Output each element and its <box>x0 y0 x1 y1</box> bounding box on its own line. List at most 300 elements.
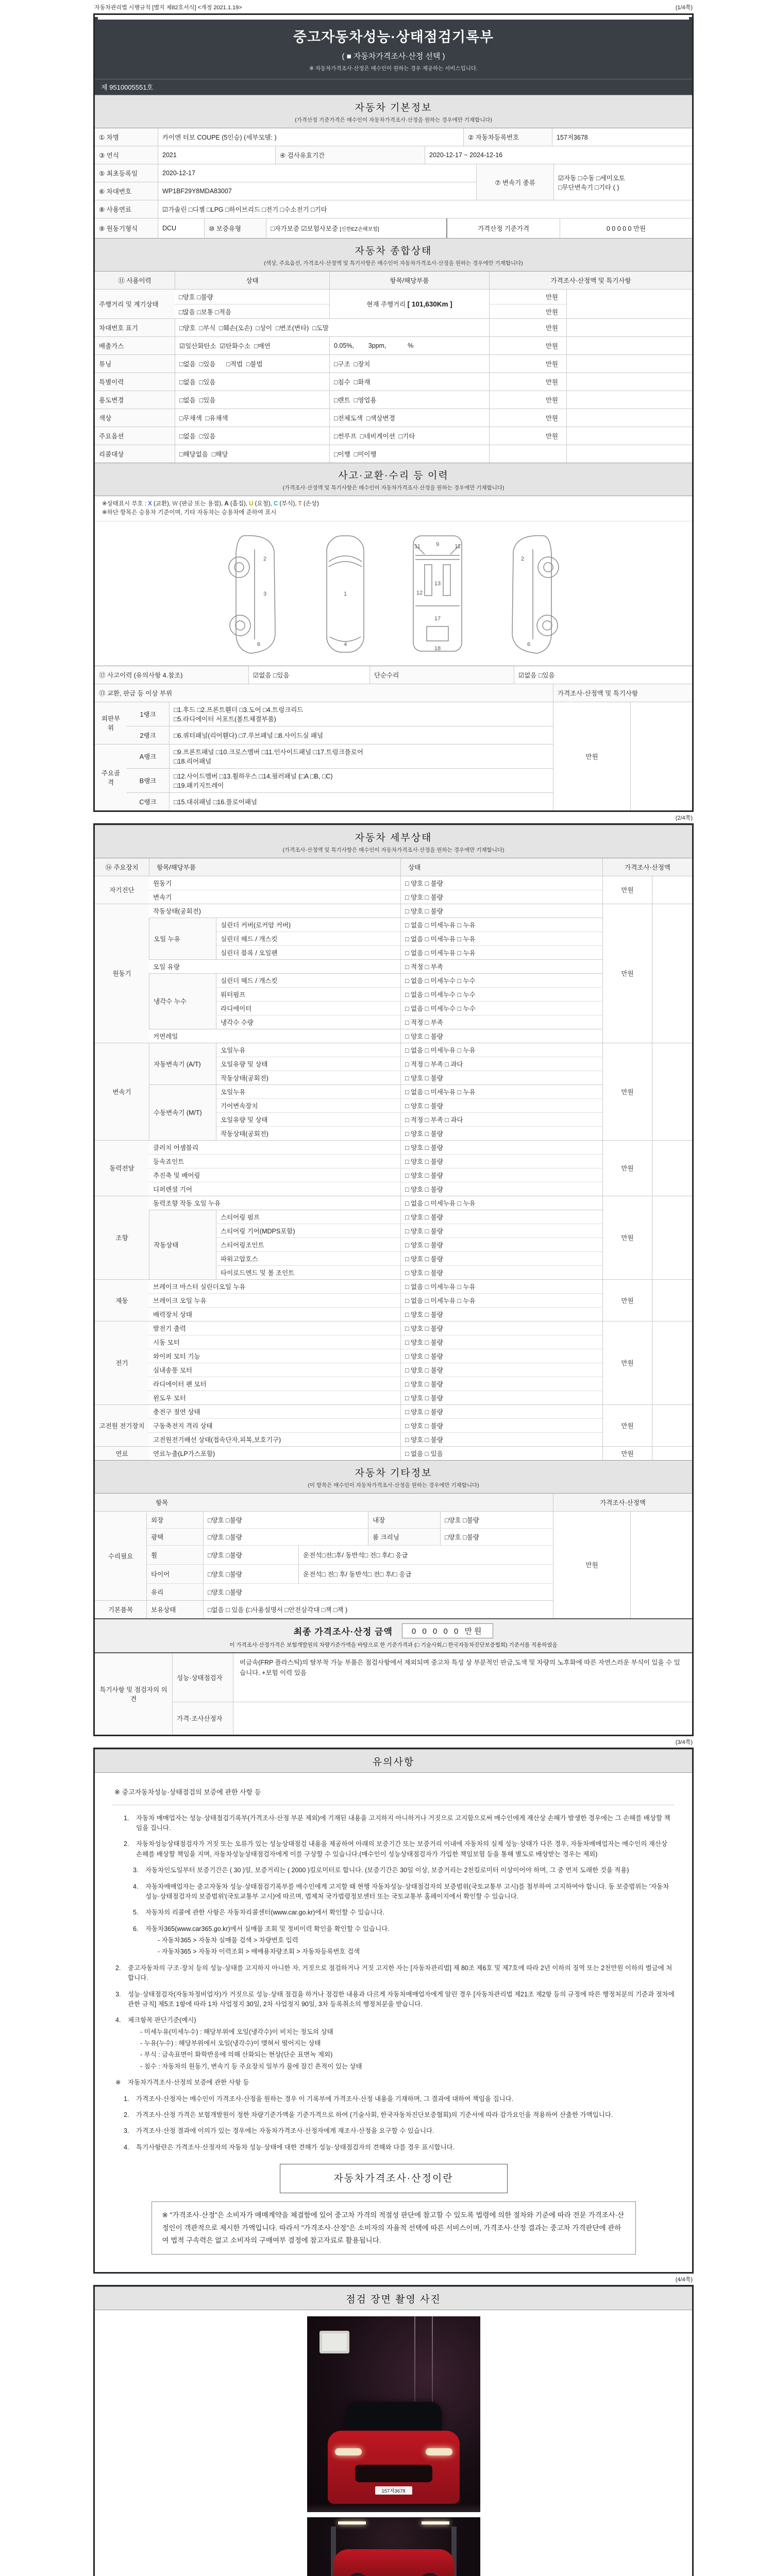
car-front-body <box>328 2431 460 2504</box>
table-cell: 수리필요 <box>95 1512 146 1600</box>
table-cell: 항목/해당부품 <box>329 272 489 289</box>
div: □6.쿼터패널(리어휀다) □7.루브패널 □8.사이드실 패널 <box>174 732 324 739</box>
notice-text: 자동차가격조사·산정의 보증에 관한 사항 등 <box>128 2079 249 2087</box>
item-label: 스티어링 펌프 <box>216 1210 400 1224</box>
checkbox-options: □ 없음 □ 미세누수 □ 누수 <box>400 1002 602 1015</box>
table-cell: 타이어 <box>146 1565 203 1583</box>
checkbox-options: □ 양호 □ 불량 <box>400 1252 602 1265</box>
legend-part: (교환), <box>152 501 173 507</box>
circle <box>538 557 559 578</box>
table-cell <box>652 1321 692 1404</box>
table-cell: □양호 □불량 <box>203 1512 368 1528</box>
diagram-side-right <box>502 529 564 657</box>
table-cell: 2021 <box>158 146 275 164</box>
table-cell <box>566 391 692 409</box>
special-notes-table <box>95 1652 692 1735</box>
checkbox-options: □ 적정 □ 부족 □ 과다 <box>400 1113 602 1126</box>
col <box>216 1210 602 1279</box>
detail-row <box>149 1377 602 1391</box>
rect <box>427 626 448 641</box>
mileage-state-2: □많음 □보통 □적음 <box>175 304 329 318</box>
document-sheet <box>93 0 694 2576</box>
r <box>95 427 692 445</box>
checkbox-options: □ 양호 □ 불량 <box>400 1029 602 1043</box>
checkbox-options: □ 양호 □ 불량 <box>400 1349 602 1363</box>
detail-row <box>149 890 602 904</box>
table-cell: □양호 □불량 <box>203 1584 553 1600</box>
sub-group <box>149 959 602 973</box>
device-rows <box>149 1196 602 1279</box>
garage-floor <box>307 2504 480 2512</box>
table-cell: 항목/해당부품 <box>149 858 400 876</box>
sub-group <box>149 1321 602 1404</box>
checkbox-options: □ 양호 □ 불량 <box>400 1210 602 1224</box>
panel-number: 17 <box>434 615 441 622</box>
r <box>95 164 692 200</box>
notices-box <box>93 1748 694 2274</box>
table-cell: ② 자동차등록번호 <box>463 128 552 146</box>
table-cell: 외판부위 <box>95 702 127 744</box>
detail-row <box>149 1196 602 1210</box>
col <box>149 960 602 973</box>
item-label: 작동상태(공회전) <box>216 1127 400 1140</box>
page-mark-1: (1/4쪽) <box>675 5 693 11</box>
mileage-states <box>175 290 329 318</box>
notice-subline: - 자동차365 > 자동차 이력조회 > 매매용차량조회 > 자동차등록번호 검색 <box>158 1948 360 1956</box>
path <box>329 562 362 567</box>
checkbox-options: □ 양호 □ 불량 <box>400 1182 602 1196</box>
table-cell: 배출가스 <box>95 337 175 354</box>
table-cell: 특별이력 <box>95 373 175 391</box>
notice-item <box>124 1839 675 1859</box>
table-cell: A랭크 <box>127 744 169 768</box>
left-stack <box>95 164 476 200</box>
table-cell: 단순수리 <box>369 666 514 684</box>
checkbox-options: □ 없음 □ 미세누유 □ 누유 <box>400 1280 602 1293</box>
misc-subtitle: (이 항목은 매수인이 자동차가격조사·산정을 원하는 경우에만 기재합니다) <box>308 1482 479 1488</box>
diagram-top <box>404 529 471 657</box>
checkbox-options: □ 적정 □ 부족 <box>400 960 602 973</box>
checkbox-options: □ 양호 □ 불량 <box>400 904 602 918</box>
notice-text: 자동차의 리콜에 관한 사항은 자동차리콜센터(www.car.go.kr)에서 확인할 수 있습니다. <box>145 1909 385 1917</box>
table-cell: □양호 □불량 <box>203 1565 298 1583</box>
table-cell: 운전석□ 전□ 후/ 동반석□ 전□ 후/□ 응급 <box>298 1565 553 1583</box>
notice-subline: - 누유(누수) : 해당부위에서 오일(냉각수)이 맺혀서 떨어지는 상태 <box>140 2040 321 2047</box>
notice-item <box>124 2143 675 2153</box>
table-cell: B랭크 <box>127 769 169 792</box>
div: □9.프론트패널 □10.크로스멤버 □11.인사이드패널 □17.트렁크플로어 □18.리어패널 <box>174 748 363 765</box>
table-cell <box>566 319 692 336</box>
price-cell: 만원 <box>489 290 566 304</box>
r <box>95 200 692 218</box>
sub-label: 오일 누유 <box>149 918 216 959</box>
r <box>95 1404 692 1446</box>
col <box>149 1029 602 1043</box>
sub-label: 수동변속기 (M/T) <box>149 1085 216 1140</box>
panel-number: 12 <box>416 589 423 596</box>
document-number: 제 9510005551호 <box>95 79 692 95</box>
r <box>95 289 692 318</box>
table-cell <box>652 876 692 904</box>
table-cell: □이행 □미이행 <box>329 445 489 463</box>
ceiling-ac-unit <box>320 2331 349 2353</box>
detail-row <box>216 1085 602 1098</box>
detail-row <box>149 1154 602 1168</box>
notice-text: 가격조사·산정자는 매수인이 가격조사·산정을 원하는 경우 이 기록부에 가격조사·산정 내용을 기재하며, 그 결과에 대하여 책임을 집니다. <box>136 2095 514 2103</box>
table-cell: ☑가솔린 □디젤 □LPG □하이브리드 □전기 □수소전기 □기타 <box>158 200 692 218</box>
final-price-amount: 0 0 0 0 0 만원 <box>402 1623 494 1638</box>
table-cell: ☑없음 □있음 <box>514 666 692 684</box>
notice-item <box>115 2015 675 2072</box>
item-label: 워터펌프 <box>216 988 400 1001</box>
rank-items <box>169 702 553 726</box>
page-mark-2: (2/4쪽) <box>675 815 693 821</box>
photos-title: 점검 장면 촬영 사진 <box>346 2294 441 2306</box>
item-label: 냉각수 수량 <box>216 1015 400 1029</box>
r <box>95 876 692 904</box>
device-category: 자기진단 <box>95 876 149 904</box>
item-label: 기어변속장치 <box>216 1099 400 1112</box>
detail-row <box>216 1210 602 1224</box>
checkbox-options: □ 양호 □ 불량 <box>400 1071 602 1084</box>
warranty-value: □자가보증 ☑보험사보증 [신한EZ손해보험] <box>266 218 446 238</box>
trans-label: ⑦ 변속기 종류 <box>476 164 553 200</box>
ceiling-light <box>338 2521 366 2524</box>
checkbox-options: □ 양호 □ 불량 <box>400 1127 602 1140</box>
detail-row <box>149 1418 602 1432</box>
r <box>95 272 692 289</box>
misc-band <box>95 1460 692 1494</box>
detail-row <box>216 1265 602 1279</box>
table-cell: 만원 <box>489 355 566 372</box>
r <box>95 372 692 391</box>
table-cell: □없음 □있음 <box>175 391 329 409</box>
r <box>95 858 692 876</box>
photo-area <box>95 2310 692 2576</box>
col <box>149 1321 602 1404</box>
table-cell: ⑨ 원동기형식 <box>95 218 158 238</box>
table-cell: 1랭크 <box>127 702 169 726</box>
table-cell: WP1BF29Y8MDA83007 <box>158 182 476 200</box>
legend-part: W <box>172 501 178 507</box>
table-cell: C랭크 <box>127 793 169 810</box>
item-label: 스티어링 기어(MDPS포함) <box>216 1224 400 1238</box>
panel-number: 9 <box>435 541 439 548</box>
sub-group <box>149 973 602 1029</box>
rank-items <box>169 726 553 744</box>
r <box>95 336 692 354</box>
detail-band <box>95 825 692 858</box>
detail-row <box>216 987 602 1001</box>
overall-band <box>95 238 692 272</box>
item-label: 고전원전기배선 상태(접속단자,피복,보호기구) <box>153 1436 281 1444</box>
table-cell: 가격·조사산정자 <box>172 1702 233 1734</box>
div: □1.후드 □2.프론트휀더 □3.도어 □4.트렁크리드 □5.라디에이터 서포트(볼트체결부품) <box>174 706 304 723</box>
legend-part: C <box>273 501 278 507</box>
legend-part: X <box>148 501 152 507</box>
device-category: 고전원 전기장치 <box>95 1405 149 1446</box>
accident-title: 사고·교환·수리 등 이력 <box>338 470 449 481</box>
item-label: 작동상태(공회전) <box>153 907 201 915</box>
table-cell: 외장 <box>146 1512 203 1528</box>
misc-info-table <box>95 1494 692 1618</box>
table-cell: 만원 <box>602 1196 652 1279</box>
table-cell: □구조 □장치 <box>329 355 489 372</box>
notice-number: 5. <box>133 1909 139 1917</box>
detail-row <box>149 1349 602 1363</box>
detail-subtitle: (가격조사·산정액 및 특기사항은 매수인이 자동차가격조사·산정을 원하는 경우에만 기재합니다) <box>282 846 505 853</box>
final-line <box>95 1623 692 1638</box>
ceiling-light <box>422 2521 449 2524</box>
table-cell: □무채색 □유채색 <box>175 409 329 427</box>
checkbox-options: □ 양호 □ 불량 <box>400 1308 602 1321</box>
checkbox-options: □ 양호 □ 불량 <box>400 1238 602 1251</box>
table-cell: 광택 <box>146 1529 203 1545</box>
inspector-note-row <box>172 1653 692 1702</box>
col <box>149 1280 602 1321</box>
table-cell: 룸 크리닝 <box>368 1529 440 1545</box>
col <box>146 1512 553 1600</box>
notice-subline: - 미세누유(미세누수) : 해당부위에 오일(냉각수)이 비치는 정도의 상태 <box>140 2028 333 2036</box>
item-label: 실내송풍 모터 <box>153 1366 192 1374</box>
price-select-note: ※ 자동차가격조사·산정은 매수인이 원하는 경우 제공하는 서비스입니다. <box>309 65 478 72</box>
r <box>95 702 692 810</box>
item-label: 실린더 커버(로커암 커버) <box>216 918 400 931</box>
table-cell: 가격조사·산정액 <box>602 858 692 876</box>
table-cell: ⑭ 주요장치 <box>95 858 149 876</box>
table-cell: 주요골격 <box>95 744 127 810</box>
overall-title: 자동차 종합상태 <box>355 246 432 257</box>
detail-row <box>216 1015 602 1029</box>
mileage-prices <box>489 290 566 318</box>
detail-row <box>149 876 602 890</box>
table-cell: 기본품목 <box>95 1601 146 1618</box>
item-label: 오일누유 <box>216 1043 400 1057</box>
table-cell: ③ 연식 <box>95 146 158 164</box>
item-label: 라디에이터 팬 모터 <box>153 1380 207 1388</box>
detail-row <box>149 1321 602 1335</box>
notice-item <box>115 2078 675 2088</box>
valuation-box-title: 자동차가격조사·산정이란 <box>280 2164 508 2193</box>
notice-number: 4. <box>124 2143 129 2151</box>
final-price-row <box>95 1618 692 1652</box>
detail-row <box>149 1363 602 1377</box>
basic-items-group <box>95 1600 553 1618</box>
detail-row <box>149 1432 602 1446</box>
notice-subline: - 자동차365 > 자동차 실매물 검색 > 차량번호 입력 <box>158 1937 298 1944</box>
mileage-value: [ 101,630Km ] <box>407 300 452 308</box>
detail-row <box>216 1251 602 1265</box>
table-cell: □없음 □있음 <box>175 373 329 391</box>
item-label: 윈도우 모터 <box>153 1394 186 1402</box>
detail-row <box>149 1405 602 1418</box>
table-cell: 주행거리 및 계기상태 <box>95 290 175 318</box>
table-cell: ⑬ 교환, 판금 등 이상 부위 <box>95 684 553 702</box>
col <box>149 1141 602 1196</box>
detail-row <box>216 931 602 945</box>
table-cell <box>566 409 692 427</box>
notice-item <box>124 1814 675 1834</box>
panel-number: 6 <box>527 641 530 648</box>
table-cell: 157저3678 <box>552 128 692 146</box>
table-cell: 만원 <box>602 904 652 1043</box>
r <box>95 1196 692 1279</box>
notice-text: 중고자동차의 구조·장치 등의 성능·상태를 고지하지 아니한 자, 거짓으로 점검하거나 거짓 고지한 자는 [자동차관리법] 제 80조 제6호 및 제7호에 따라 2년 이하의 징역 또는 2천만원 이하의 벌금에 처합니다. <box>128 1964 673 1982</box>
panel-number: 6 <box>257 641 260 648</box>
rank-items <box>169 769 553 792</box>
checkbox-options: □ 양호 □ 불량 <box>400 1433 602 1446</box>
table-cell: 튜닝 <box>95 355 175 372</box>
table-cell: 만원 <box>553 1512 630 1618</box>
notice-text: 특기사항란은 가격조사·산정자의 자동차 성능·상태에 대한 견해가 성능·상태점검자의 견해와 다를 경우 표시합니다. <box>136 2143 455 2151</box>
table-cell: □해당없음 □해당 <box>175 445 329 463</box>
final-price-label: 최종 가격조사·산정 금액 <box>293 1626 393 1637</box>
page2-box <box>93 823 694 1736</box>
path <box>329 556 362 562</box>
table-cell: 0 0 0 0 0 만원 <box>560 218 692 238</box>
sub-group <box>149 904 602 918</box>
sub-group <box>149 1043 602 1084</box>
table-cell: ⑥ 차대번호 <box>95 182 158 200</box>
table-cell <box>566 373 692 391</box>
item-label: 스티어링조인트 <box>216 1238 400 1251</box>
table-cell: 성능·상태점검자 <box>172 1653 233 1702</box>
document-title: 중고자동차성능·상태점검기록부 <box>293 29 494 45</box>
r <box>95 182 476 200</box>
notices-band <box>95 1749 692 1773</box>
valuation-box-text: ※ "가격조사·산정"은 소비자가 매매계약을 체결함에 있어 중고차 가격의 적절성 판단에 참고할 수 있도록 법령에 의한 절차와 기준에 따라 전문 가격조사·산정인이 객관적으로 제시한 가액입니다. 따라서 "가격조사·산정"은 소비자의 자율적 선택에 따른 서비스이며, 가격조사·산정 결과는 중고차 가격판단에 관하여 법적 구속력은 없고 소비자의 구매여부 결정에 참고자료로 활용됩니다. <box>152 2201 636 2255</box>
sub-label: 작동상태 <box>149 1210 216 1279</box>
rect <box>443 565 450 596</box>
r <box>127 768 553 792</box>
checkbox-options: □ 양호 □ 불량 <box>400 1321 602 1335</box>
notice-subline: - 침수 : 자동차의 원동기, 변속기 등 주요장치 일부가 물에 잠긴 흔적이 있는 상태 <box>140 2062 362 2070</box>
detail-row <box>216 1043 602 1057</box>
rank-items <box>169 793 553 810</box>
item-label: 파워고압호스 <box>216 1252 400 1265</box>
table-cell: 상태 <box>400 858 602 876</box>
checkbox-options: □ 없음 □ 미세누유 □ 누유 <box>400 946 602 959</box>
device-rows <box>149 1141 602 1196</box>
r <box>95 1494 692 1511</box>
detail-row <box>149 1391 602 1404</box>
device-category: 전기 <box>95 1321 149 1404</box>
r <box>95 1652 692 1735</box>
table-cell <box>652 1196 692 1279</box>
notices-intro: ※ 중고자동차성능·상태점검의 보증에 관한 사항 등 <box>112 1783 675 1805</box>
detail-row <box>149 1280 602 1293</box>
table-cell: 2020-12-17 <box>158 164 476 182</box>
col <box>216 1085 602 1140</box>
table-cell: 운전석□전□후/ 동반석□ 전□ 후/□ 응급 <box>298 1546 553 1564</box>
item-label: 구동축전지 격리 상태 <box>153 1422 213 1430</box>
table-cell: □양호 □불량 <box>203 1529 368 1545</box>
checkbox-options: □ 양호 □ 불량 <box>400 1266 602 1279</box>
device-rows <box>149 1321 602 1404</box>
notice-item <box>133 1924 675 1957</box>
accident-subtitle: (가격조사·산정액 및 특기사항은 매수인이 자동차가격조사·산정을 원하는 경우에만 기재합니다) <box>282 485 505 491</box>
table-cell <box>566 427 692 445</box>
item-label: 라디에이터 <box>216 1002 400 1015</box>
table-cell: 주요옵션 <box>95 427 175 445</box>
table-cell: □렌트 □영업용 <box>329 391 489 409</box>
checkbox-options: □ 없음 □ 미세누유 □ 누유 <box>400 918 602 931</box>
legend-part: U <box>249 501 254 507</box>
title-divider <box>98 17 689 20</box>
table-cell: 색상 <box>95 409 175 427</box>
detail-row <box>149 1447 602 1460</box>
device-category: 동력전달 <box>95 1141 149 1196</box>
sub-group <box>149 1141 602 1196</box>
checkbox-options: □ 없음 □ 미세누유 □ 누유 <box>400 1085 602 1098</box>
r <box>95 409 692 427</box>
notice-item <box>115 1963 675 1984</box>
detail-title: 자동차 세부상태 <box>355 832 432 843</box>
r <box>95 1321 692 1404</box>
table-cell <box>652 1447 692 1460</box>
notice-text: 체크항목 판단기준(예시) - 미세누유(미세누수) : 해당부위에 오일(냉각수)이 비치는 정도의 상태 - 누유(누수) : 해당부위에서 오일(냉각수)이 맺혀서 떨어지는 상태 - 부식 : 금속표면이 화학반응에 의해 산화되는 현상(단순 표면녹 제외) - 침수 : 자동차의 원동기, 변속기 등 주요장치 일부가 물에 잠긴 흔적이 있는 상태 <box>128 2015 675 2072</box>
checkbox-options: □ 양호 □ 불량 <box>400 890 602 904</box>
table-cell: 내장 <box>368 1512 440 1528</box>
detail-row <box>216 1112 602 1126</box>
notice-text: 성능·상태점검자(자동차정비업자)가 거짓으로 성능·상태 점검을 하거나 점검한 내용과 다르게 자동차매매업자에게 알린 경우 [자동차관리법 제21조 제2항 등의 규정에 따른 행정처분의 기준과 절차에 관한 규칙] 제5조 1항에 따라 1차 사업정지 30일, 2차 사업정지 90일, 3차 등록취소의 행정처분을 받습니다. <box>128 1990 675 2008</box>
device-rows <box>149 1405 602 1446</box>
table-cell: ☑일산화탄소 ☑탄화수소 □매연 <box>175 337 329 354</box>
price-cell: 만원 <box>489 304 566 318</box>
col <box>127 702 553 744</box>
col <box>216 974 602 1029</box>
item-label: 클러치 어셈블리 <box>153 1144 198 1151</box>
table-cell: 항목 <box>95 1494 553 1511</box>
div: □15.대쉬패널 □16.플로어패널 <box>174 798 258 806</box>
sub-group <box>149 1280 602 1321</box>
r <box>127 744 553 768</box>
checkbox-options: □ 양호 □ 불량 <box>400 1141 602 1154</box>
diagram-side-left <box>224 529 285 657</box>
table-cell: DCU <box>158 218 204 238</box>
car-windshield <box>346 2402 442 2434</box>
item-label: 배력장치 상태 <box>153 1311 192 1318</box>
device-rows <box>149 1280 602 1321</box>
item-label: 브레이크 마스터 실린더오일 누유 <box>153 1283 246 1291</box>
checkbox-options: □ 양호 □ 불량 <box>400 1391 602 1404</box>
r <box>95 146 692 164</box>
item-label: 실린더 헤드 / 개스킷 <box>216 974 400 987</box>
item-label: 동력조향 작동 오일 누유 <box>153 1199 221 1207</box>
device-category: 제동 <box>95 1280 149 1321</box>
final-price-note: 이 가격조사·산정가격은 보험개발원의 차량기준가액을 바탕으로 한 기준가격과 (□ 기술사회,□ 한국자동차진단보증협회) 기준서를 적용하였음 <box>229 1641 558 1648</box>
col <box>149 1447 602 1460</box>
misc-row <box>146 1545 553 1564</box>
table-cell: ⑪ 사용이력 <box>95 272 175 289</box>
notice-number: 1. <box>124 1814 129 1822</box>
detail-row <box>216 918 602 931</box>
table-cell: 만원 <box>489 391 566 409</box>
basic-info-title: 자동차 기본정보 <box>355 103 432 113</box>
r <box>127 792 553 810</box>
table-cell: 만원 <box>489 373 566 391</box>
law-reference: 자동차관리법 시행규칙 [별지 제82호서식] <개정 2021.1.19> <box>94 5 242 11</box>
detail-row <box>216 1098 602 1112</box>
sub-group <box>149 1405 602 1446</box>
col <box>127 744 553 810</box>
path <box>330 637 361 641</box>
notice-text: 자동차 매매업자는 성능·상태점검기록부(가격조사·산정 부분 제외)에 기재된 내용을 고지하지 아니하거나 거짓으로 고지함으로써 매수인에게 재산상 손해가 발생한 경우에는 그 손해를 배상할 책임을 집니다. <box>136 1814 670 1832</box>
table-cell <box>566 445 692 463</box>
notice-number: 2. <box>115 1964 121 1972</box>
appraiser-note-text <box>233 1702 692 1734</box>
overall-state-table <box>95 272 692 463</box>
